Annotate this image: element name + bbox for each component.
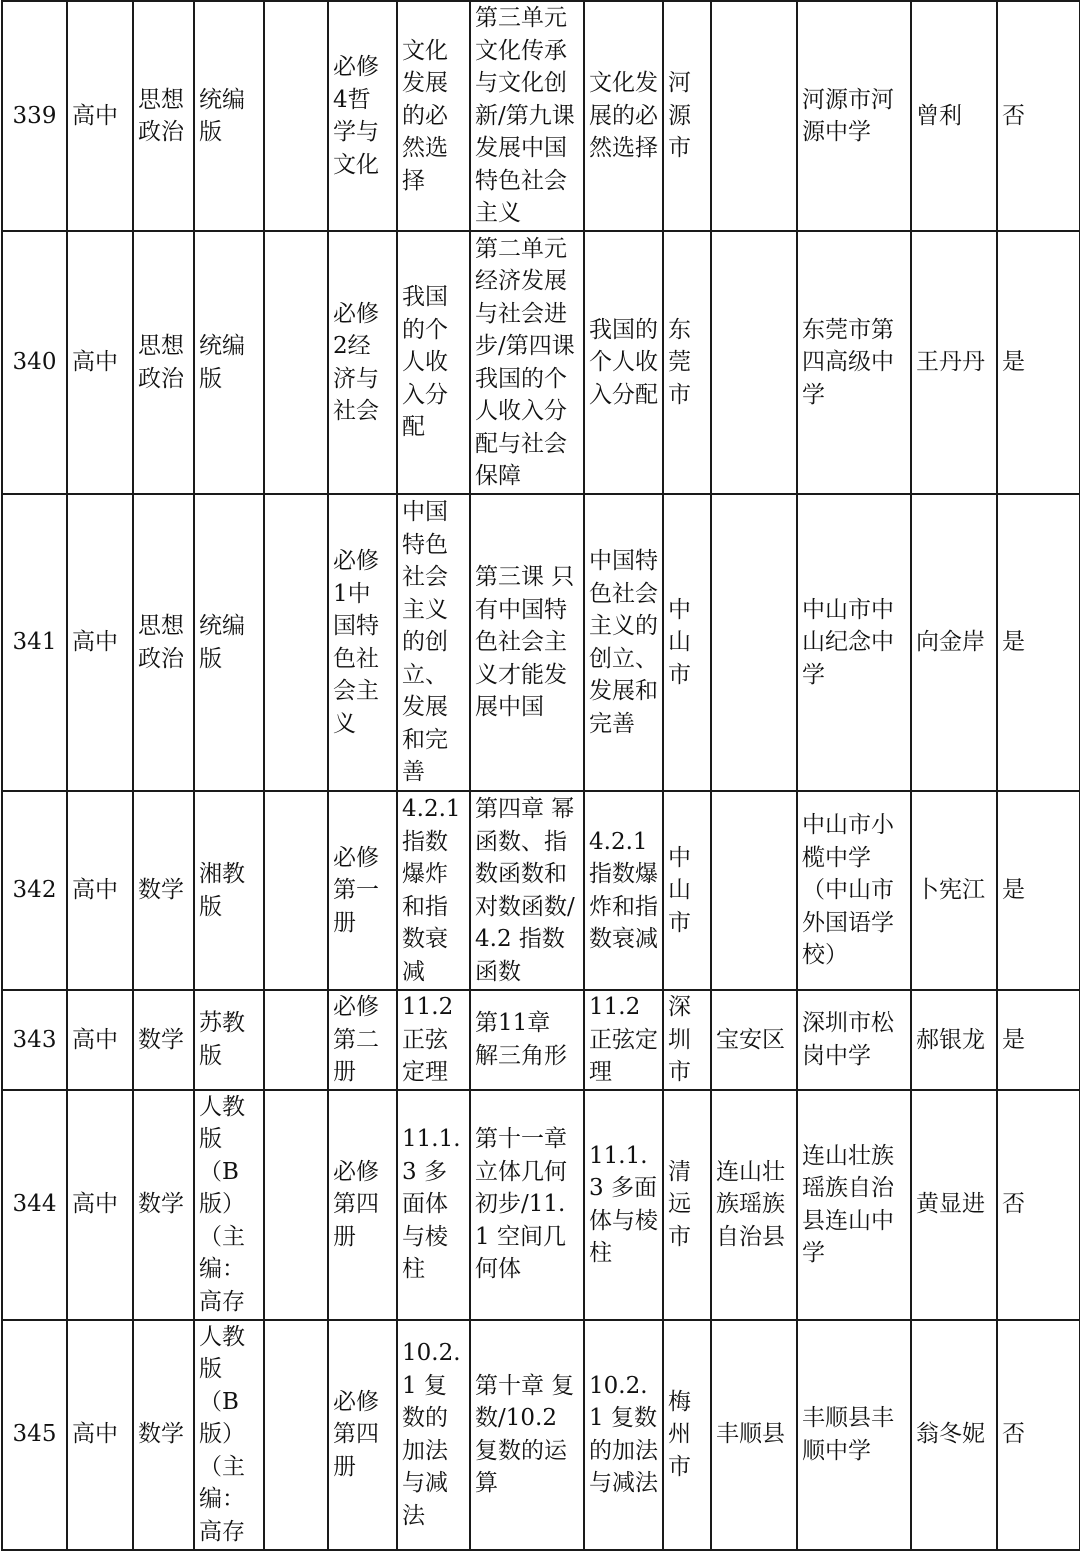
school-name: 东莞市第四高级中学 [797, 231, 911, 494]
table-row [2, 1320, 1080, 1550]
lesson-title: 11.2 正弦定理 [397, 990, 470, 1090]
lesson-topic: 11.2 正弦定理 [584, 990, 663, 1090]
lesson-topic: 4.2.1指数爆炸和指数衰减 [584, 791, 663, 990]
empty-cell [264, 1090, 328, 1320]
lesson-table [1, 0, 1080, 1551]
city: 深圳市 [663, 990, 711, 1090]
unit-chapter: 第四章 幂函数、指数函数和对数函数/4.2 指数函数 [470, 791, 584, 990]
table-row [2, 231, 1080, 494]
yes-no-flag: 是 [997, 791, 1080, 990]
textbook-volume: 必修第二册 [328, 990, 397, 1090]
city: 梅州市 [663, 1320, 711, 1550]
textbook-edition: 苏教版 [194, 990, 264, 1090]
textbook-volume: 必修1中国特色社会主义 [328, 494, 397, 791]
teacher-name: 曾利 [911, 1, 997, 231]
row-number: 343 [2, 990, 67, 1090]
subject: 思想政治 [133, 231, 194, 494]
district: 丰顺县 [711, 1320, 797, 1550]
teacher-name: 黄显进 [911, 1090, 997, 1320]
empty-cell [264, 1320, 328, 1550]
lesson-title: 10.2.1 复数的加法与减法 [397, 1320, 470, 1550]
textbook-edition: 人教版（B版）（主编：高存 [194, 1090, 264, 1320]
empty-cell [264, 791, 328, 990]
row-number: 339 [2, 1, 67, 231]
school-stage: 高中 [67, 791, 133, 990]
district: 宝安区 [711, 990, 797, 1090]
subject: 数学 [133, 1320, 194, 1550]
school-name: 中山市中山纪念中学 [797, 494, 911, 791]
subject: 思想政治 [133, 1, 194, 231]
yes-no-flag: 是 [997, 990, 1080, 1090]
school-stage: 高中 [67, 231, 133, 494]
school-name: 深圳市松岗中学 [797, 990, 911, 1090]
row-number: 345 [2, 1320, 67, 1550]
lesson-topic: 我国的个人收入分配 [584, 231, 663, 494]
teacher-name: 卜宪江 [911, 791, 997, 990]
school-name: 丰顺县丰顺中学 [797, 1320, 911, 1550]
teacher-name: 王丹丹 [911, 231, 997, 494]
row-number: 340 [2, 231, 67, 494]
city: 中山市 [663, 791, 711, 990]
textbook-edition: 湘教版 [194, 791, 264, 990]
textbook-edition: 统编版 [194, 231, 264, 494]
city: 河源市 [663, 1, 711, 231]
city: 清远市 [663, 1090, 711, 1320]
teacher-name: 郝银龙 [911, 990, 997, 1090]
unit-chapter: 第三课 只有中国特色社会主义才能发展中国 [470, 494, 584, 791]
school-stage: 高中 [67, 1090, 133, 1320]
teacher-name: 翁冬妮 [911, 1320, 997, 1550]
yes-no-flag: 是 [997, 494, 1080, 791]
empty-cell [264, 231, 328, 494]
unit-chapter: 第三单元文化传承与文化创新/第九课 发展中国特色社会主义 [470, 1, 584, 231]
textbook-edition: 人教版（B版）（主编：高存 [194, 1320, 264, 1550]
school-stage: 高中 [67, 1, 133, 231]
school-name: 中山市小榄中学（中山市外国语学校） [797, 791, 911, 990]
row-number: 344 [2, 1090, 67, 1320]
city: 中山市 [663, 494, 711, 791]
school-stage: 高中 [67, 494, 133, 791]
table-row [2, 494, 1080, 791]
empty-cell [264, 494, 328, 791]
row-number: 341 [2, 494, 67, 791]
subject: 思想政治 [133, 494, 194, 791]
district [711, 791, 797, 990]
district: 连山壮族瑶族自治县 [711, 1090, 797, 1320]
unit-chapter: 第11章 解三角形 [470, 990, 584, 1090]
unit-chapter: 第十一章 立体几何初步/11.1 空间几何体 [470, 1090, 584, 1320]
district [711, 231, 797, 494]
empty-cell [264, 1, 328, 231]
textbook-volume: 必修4哲学与文化 [328, 1, 397, 231]
subject: 数学 [133, 791, 194, 990]
textbook-volume: 必修第一册 [328, 791, 397, 990]
table-row [2, 990, 1080, 1090]
lesson-title: 文化发展的必然选择 [397, 1, 470, 231]
lesson-topic: 中国特色社会主义的创立、发展和完善 [584, 494, 663, 791]
textbook-volume: 必修2经济与社会 [328, 231, 397, 494]
school-name: 连山壮族瑶族自治县连山中学 [797, 1090, 911, 1320]
lesson-title: 4.2.1指数爆炸和指数衰减 [397, 791, 470, 990]
school-name: 河源市河源中学 [797, 1, 911, 231]
yes-no-flag: 否 [997, 1320, 1080, 1550]
table-row [2, 791, 1080, 990]
table-row [2, 1, 1080, 231]
textbook-edition: 统编版 [194, 494, 264, 791]
lesson-topic: 文化发展的必然选择 [584, 1, 663, 231]
school-stage: 高中 [67, 990, 133, 1090]
yes-no-flag: 否 [997, 1, 1080, 231]
textbook-volume: 必修第四册 [328, 1320, 397, 1550]
yes-no-flag: 是 [997, 231, 1080, 494]
subject: 数学 [133, 1090, 194, 1320]
unit-chapter: 第十章 复数/10.2 复数的运算 [470, 1320, 584, 1550]
textbook-volume: 必修第四册 [328, 1090, 397, 1320]
school-stage: 高中 [67, 1320, 133, 1550]
lesson-title: 中国特色社会主义的创立、发展和完善 [397, 494, 470, 791]
lesson-title: 我国的个人收入分配 [397, 231, 470, 494]
teacher-name: 向金岸 [911, 494, 997, 791]
row-number: 342 [2, 791, 67, 990]
lesson-topic: 11.1.3 多面体与棱柱 [584, 1090, 663, 1320]
district [711, 1, 797, 231]
district [711, 494, 797, 791]
table-row [2, 1090, 1080, 1320]
yes-no-flag: 否 [997, 1090, 1080, 1320]
lesson-title: 11.1.3 多面体与棱柱 [397, 1090, 470, 1320]
lesson-topic: 10.2.1 复数的加法与减法 [584, 1320, 663, 1550]
unit-chapter: 第二单元经济发展与社会进步/第四课 我国的个人收入分配与社会保障 [470, 231, 584, 494]
subject: 数学 [133, 990, 194, 1090]
textbook-edition: 统编版 [194, 1, 264, 231]
city: 东莞市 [663, 231, 711, 494]
empty-cell [264, 990, 328, 1090]
